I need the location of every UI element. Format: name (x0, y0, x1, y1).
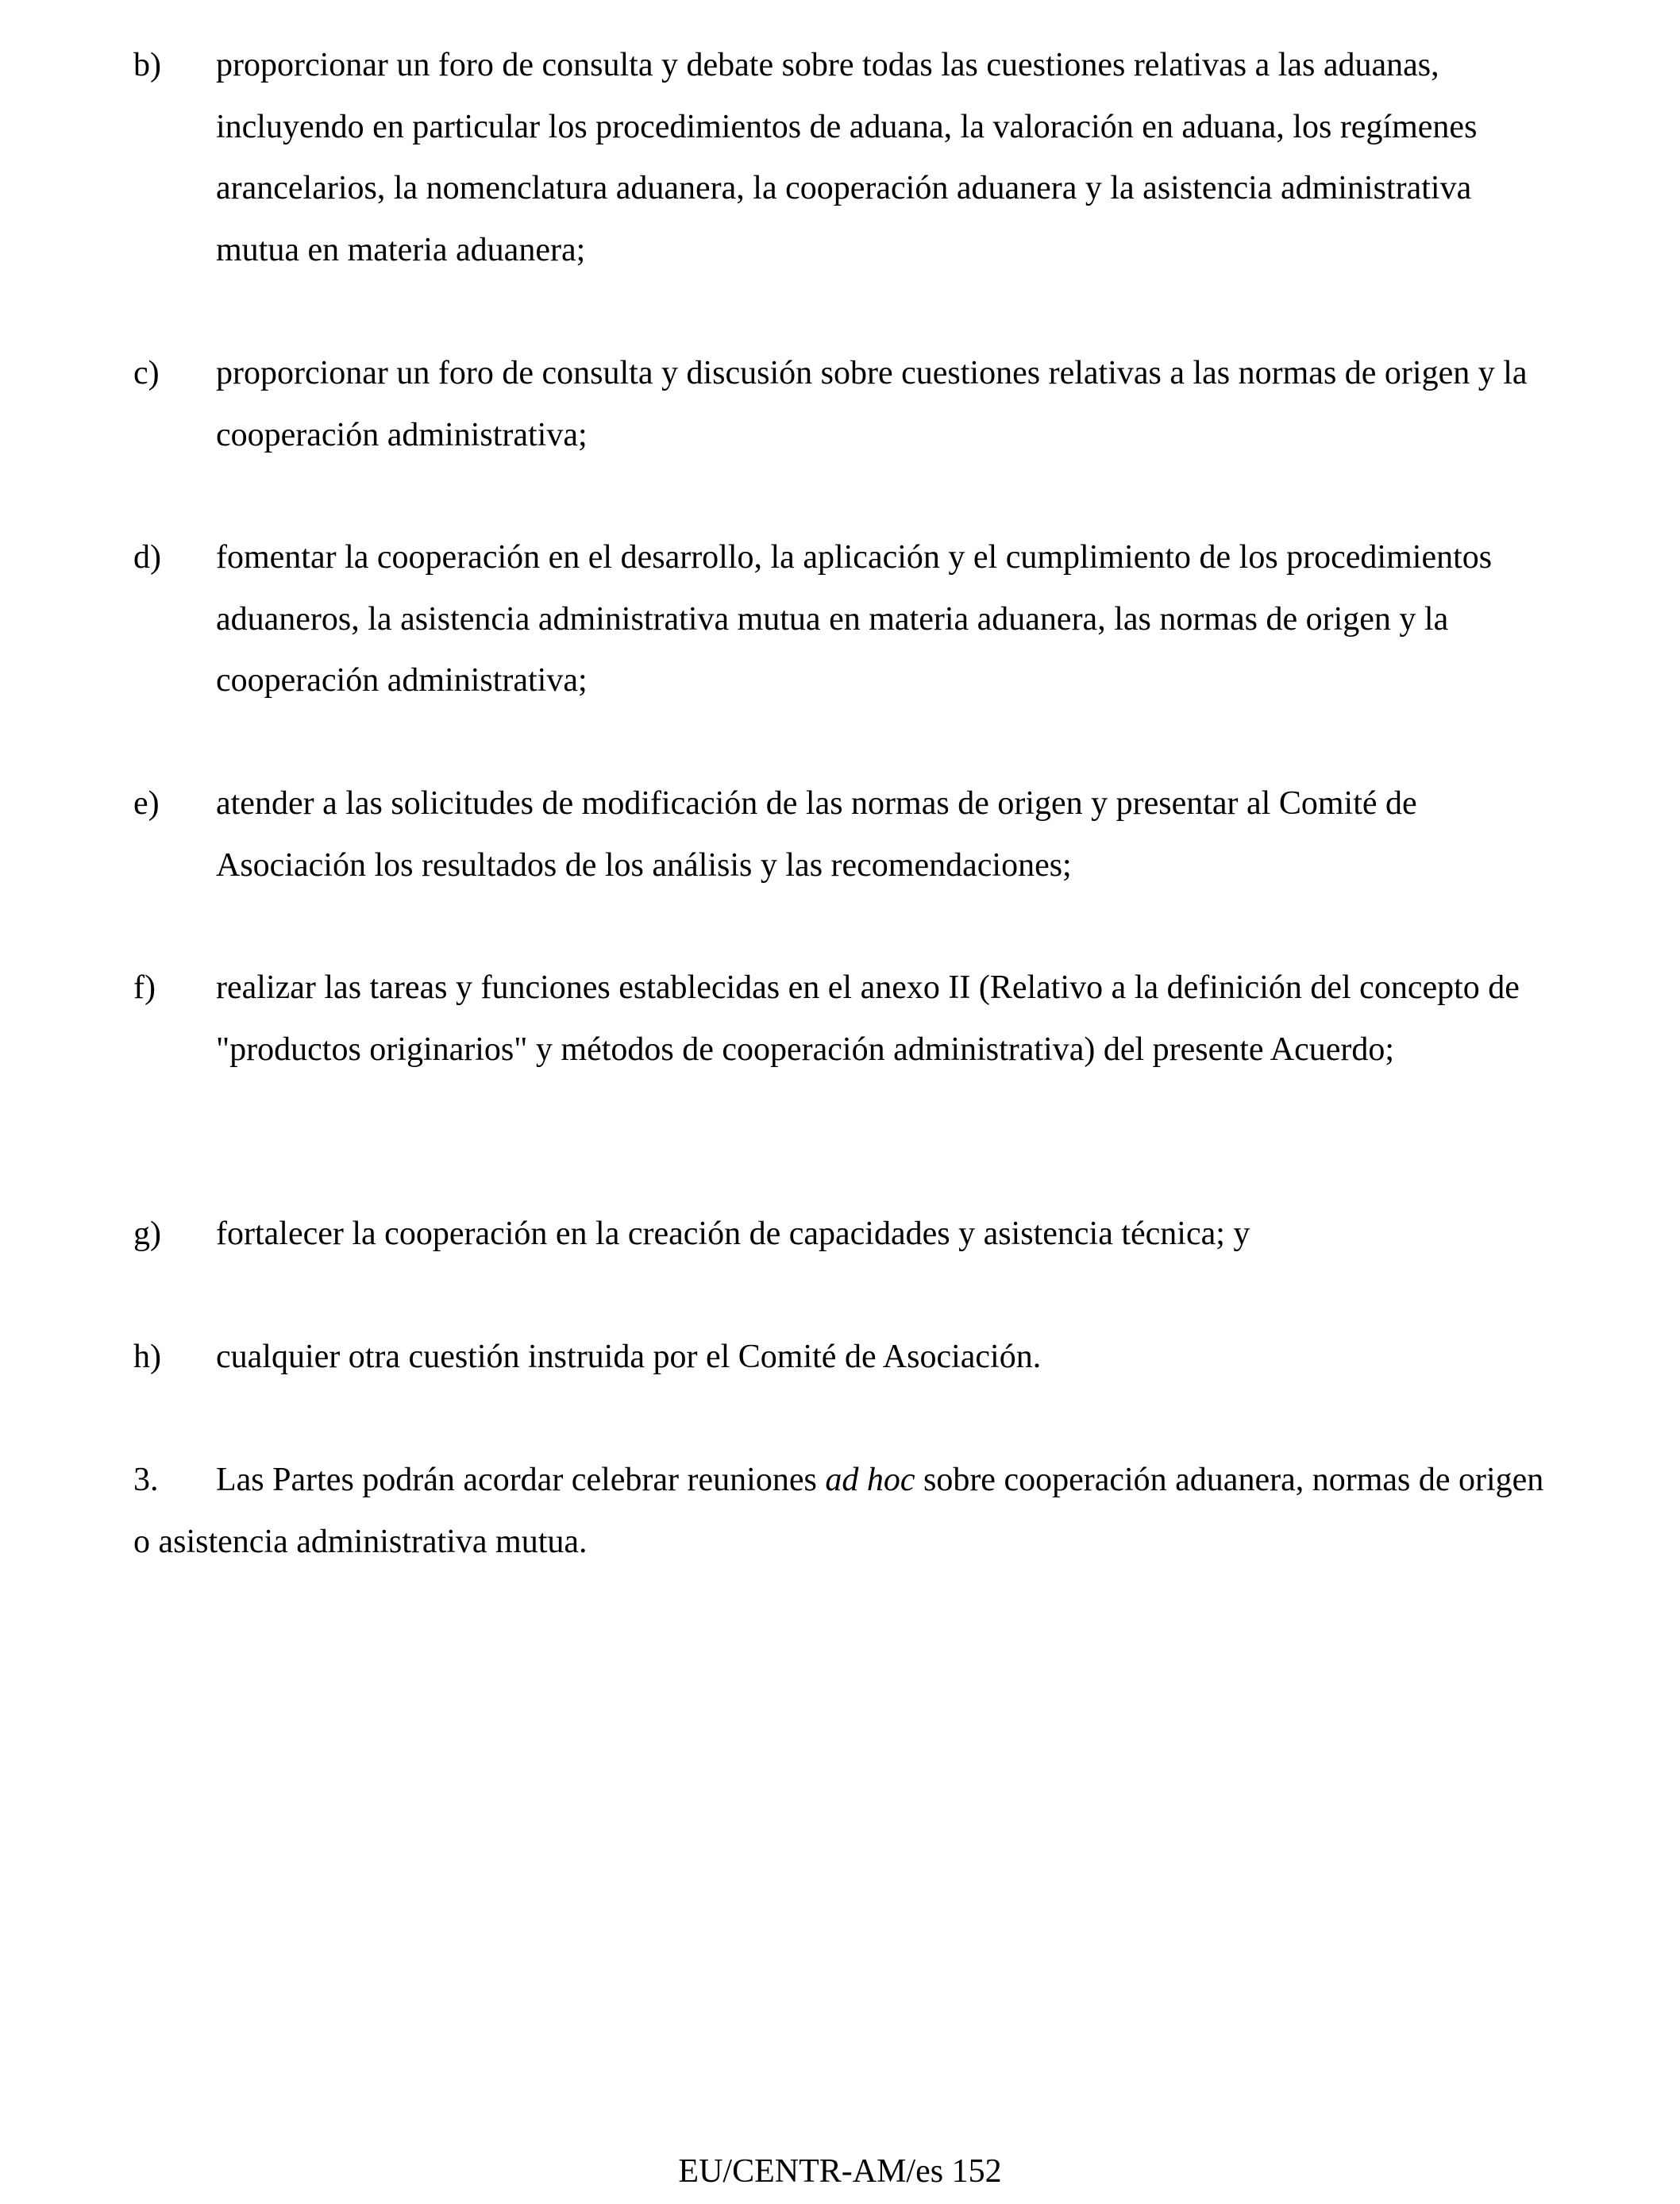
list-item-letter: e) (133, 785, 160, 822)
list-item-letter: c) (133, 355, 160, 391)
page-footer-reference: EU/CENTR-AM/es 152 (678, 2153, 1002, 2190)
list-item-text: proporcionar un foro de consulta y debate sobre todas las cuestiones relativas a las aduanas, incluyendo en particular los procedimientos de aduana, la valoración en aduana, los regímenes arancelarios, la nomenclatura aduanera, la cooperación aduanera y la asistencia administrativa mutua en materia aduanera; (216, 47, 1478, 268)
paragraph-3 (133, 1450, 1562, 1573)
list-item-text: cualquier otra cuestión instruida por el Comité de Asociación. (216, 1339, 1042, 1375)
list-item-e (133, 773, 1562, 896)
list-item-f (133, 958, 1562, 1081)
list-item-text: atender a las solicitudes de modificación de las normas de origen y presentar al Comité de Asociación los resultados de los análisis y las recomendaciones; (216, 785, 1417, 884)
list-item-b (133, 35, 1562, 281)
list-item-text: proporcionar un foro de consulta y discusión sobre cuestiones relativas a las normas de origen y la cooperación administrativa; (216, 355, 1528, 453)
paragraph-text-continued: sobre cooperación aduanera, normas de origen o asistencia administrativa mutua. (133, 1462, 1544, 1560)
list-item-text: fomentar la cooperación en el desarrollo, la aplicación y el cumplimiento de los procedimientos aduaneros, la asistencia administrativa mutua en materia aduanera, las normas de origen y la cooperación administrativa; (216, 539, 1493, 699)
list-item-h (133, 1327, 1562, 1389)
list-item-letter: h) (133, 1339, 161, 1375)
list-item-g (133, 1204, 1562, 1266)
list-item-d (133, 527, 1562, 712)
list-item-text: fortalecer la cooperación en la creación de capacidades y asistencia técnica; y (216, 1216, 1250, 1252)
list-item-text: realizar las tareas y funciones establecidas en el anexo II (Relativo a la definición del concepto de "productos originarios" y métodos de cooperación administrativa) del presente Acuerdo; (216, 969, 1520, 1068)
list-item-letter: d) (133, 539, 161, 576)
paragraph-number: 3. (133, 1462, 159, 1498)
list-item-letter: b) (133, 47, 161, 83)
list-item-letter: g) (133, 1216, 161, 1252)
list-item-letter: f) (133, 969, 156, 1006)
paragraph-italic-text: ad hoc (825, 1462, 915, 1498)
list-item-c (133, 343, 1562, 466)
paragraph-text: Las Partes podrán acordar celebrar reuniones (216, 1462, 826, 1498)
